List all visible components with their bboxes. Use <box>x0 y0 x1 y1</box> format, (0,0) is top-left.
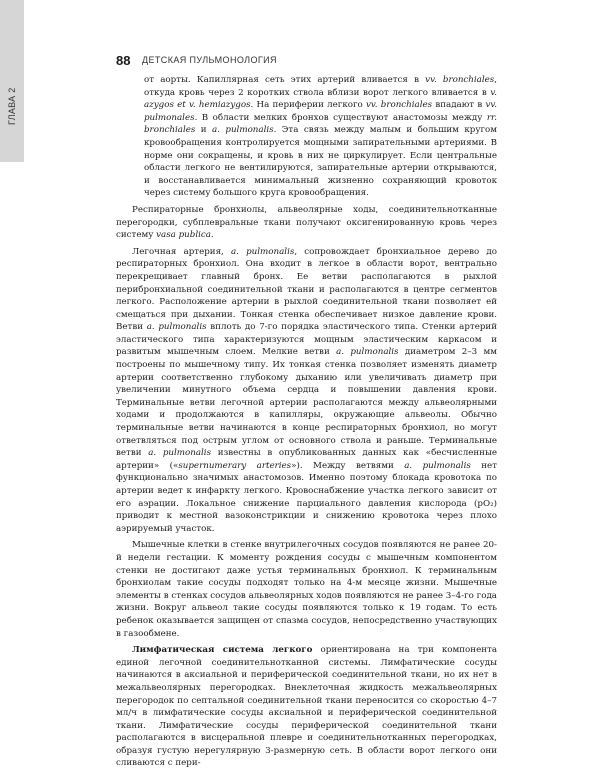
text-run: и <box>195 125 213 136</box>
latin-term: a. pulmonalis <box>336 347 399 358</box>
page-header <box>116 53 546 69</box>
text-run: Легочная артерия, <box>132 246 231 257</box>
text-run: впадают в <box>432 100 486 111</box>
latin-term: a. pulmonalis <box>146 322 207 333</box>
latin-term: vasa publica <box>156 230 211 241</box>
text-run: Мышечные клетки в стенке внутрилегочных сосудов появляются не ранее 20-й недели гестации. К моменту рождения сосуды с мышечным компонентом стенки не достигают даже устья терминальных бронхиол. К терминальным бронхиолам такие сосуды подходят только на 4-м месяце жизни. Мышечные элементы в стенках сосудов альвеолярных ходов появляются не ранее 3–4-го года жизни. Вокруг альвеол такие сосуды появляются только к 19 годам. То есть ребенок оказывается защищен от спазма сосудов, непосредственно участвующих в газообмене. <box>116 540 497 639</box>
paragraph <box>116 74 497 200</box>
text-run: , откуда кровь через 2 коротких ствола вблизи ворот легкого вливается в <box>144 75 497 98</box>
text-run: нет функционально значимых анастомозов. Именно поэтому блокада кровотока по артерии ведет к инфаркту легкого. Кровоснабжение участка легкого зависит от его аэрации. Локальное снижение парциального давления кислорода (pO₂) приводит к местной вазоконстрикции и снижению кровотока через плохо аэрируемый участок. <box>116 460 498 534</box>
text-run: . Эта связь между малым и большим кругом кровообращения контролируется мощными запирательными артериями. В норме они сокращены, и кровь в них не циркулирует. Если центральные области легкого не вентилируются, запирательные артерии открываются, и восстанавливается минимальный жизненно сохраняющий кровоток через систему большого круга кровообращения. <box>144 125 497 199</box>
text-run: . На периферии легкого <box>250 100 366 111</box>
text-run: , сопровождает бронхиальное дерево до респираторных бронхиол. Она входит в легкое в области ворот, вентрально перекрещивает главный бронх. Ее ветви располагаются в рыхлой перибронхиальной соединительной ткани и располагаются в центре сегментов легкого. Расположение артерии в рыхлой соединительной ткани позволяет ей смещаться при дыхании. Тонкая стенка обеспечивает низкое давление крови. Ветви <box>116 246 498 333</box>
latin-term: v. azygos et v. hemiazygos <box>144 87 497 111</box>
latin-term: a. pulmonalis <box>404 460 471 471</box>
latin-term: vv. pulmonales <box>144 100 497 123</box>
text-run: ориентирована на три компонента единой легочной соединительнотканной системы. Лимфатические сосуды начинаются в аксиальной и периферической соединительной ткани, но их нет в межальвеолярных перегородках. Внеклеточная жидкость межальвеолярных перегородок по септальной соединительной ткани переносится со скоростью 4–7 мл/ч в лимфатические сосуды аксиальной и периферической соединительной ткани. Лимфатические сосуды периферической соединительной ткани располагаются в висцеральной плевре и соединительнотканных перегородках, образуя густую нерегулярную 3-размерную сеть. В области ворот легкого они сливаются с пери- <box>116 645 497 769</box>
text-run: . В области мелких бронхов существуют анастомозы между <box>194 112 487 123</box>
latin-term: supernumerary arteries <box>178 460 292 471</box>
latin-term: a. pulmonalis <box>231 246 295 257</box>
text-run: известны в опубликованных данных как «бесчисленные артерии» (« <box>116 448 498 471</box>
latin-term: vv. bronchiales <box>425 75 495 85</box>
body-text <box>116 74 497 770</box>
latin-term: rr. bronchiales <box>144 112 497 136</box>
latin-term: a. pulmonalis <box>148 448 212 459</box>
text-run: »). Между ветвями <box>291 460 405 471</box>
paragraph <box>116 539 497 640</box>
chapter-label: ГЛАВА 2 <box>7 87 17 125</box>
text-run: . <box>210 230 214 241</box>
paragraph <box>116 204 497 242</box>
paragraph <box>116 246 497 536</box>
running-head: ДЕТСКАЯ ПУЛЬМОНОЛОГИЯ <box>142 55 277 65</box>
chapter-side-tab <box>0 0 24 162</box>
text-run: Респираторные бронхиолы, альвеолярные ходы, соединительнотканные перегородки, субплевральные ткани получают оксигенированную кровь через систему <box>116 204 497 241</box>
page-number: 88 <box>116 53 131 68</box>
text-run: вплоть до 7-го порядка эластического типа. Стенки артерий эластического типа характеризуются мощным эластическим каркасом и развитым мышечным слоем. Мелкие ветви <box>116 322 497 358</box>
latin-term: vv. bronchiales <box>366 100 433 111</box>
bold-term: Лимфатическая система легкого <box>132 645 313 656</box>
text-run: от аорты. Капиллярная сеть этих артерий вливается в <box>144 75 426 85</box>
paragraph <box>116 644 497 770</box>
text-run: диаметром 2–3 мм построены по мышечному типу. Их тонкая стенка позволяет изменять диаметр артерии соответственно глубокому дыханию или увеличивать диаметр при увеличении минутного объема сердца и повышении давления крови. Терминальные ветви легочной артерии располагаются между альвеолярными ходами и продолжаются в капилляры, окружающие альвеолы. Обычно терминальные ветви начинаются в конце респираторных бронхиол, но могут ответвляться под острым углом от основного ствола и раньше. Терминальные ветви <box>116 347 497 459</box>
latin-term: a. pulmonalis <box>212 125 274 136</box>
